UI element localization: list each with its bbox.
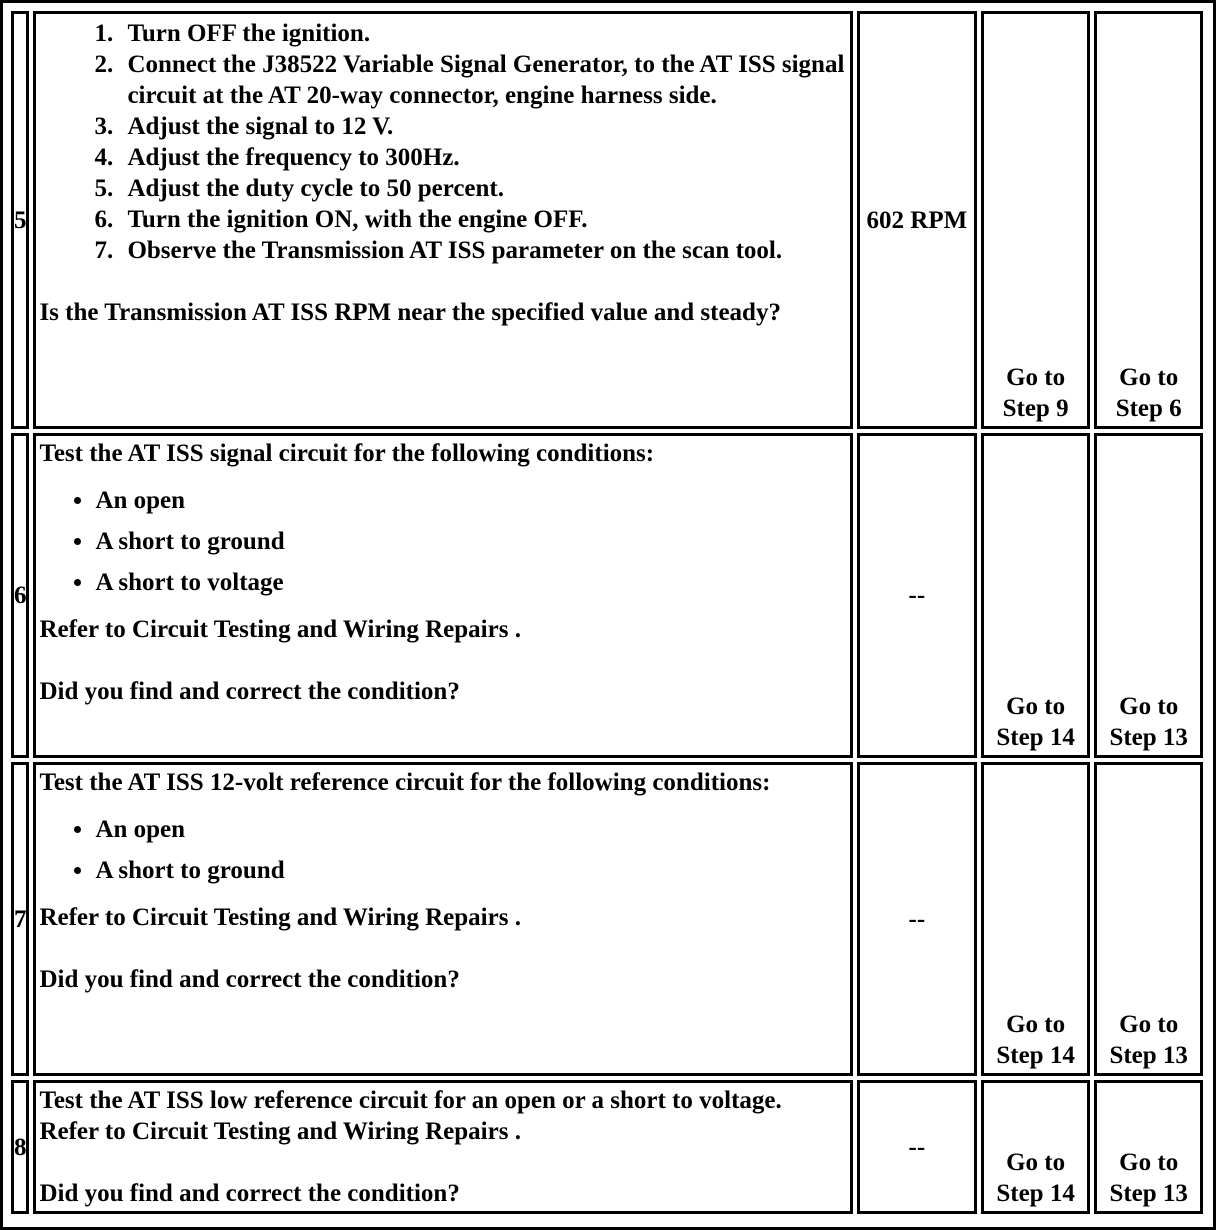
step-action xyxy=(33,762,853,1076)
step-value: -- xyxy=(857,762,977,1076)
step-intro: Test the AT ISS signal circuit for the following conditions: xyxy=(39,440,655,467)
yes-link[interactable]: Go to Step 14 xyxy=(981,1080,1091,1214)
no-link[interactable]: Go to Step 13 xyxy=(1094,1080,1203,1214)
condition-item: • A short to voltage xyxy=(95,567,847,598)
step-number: 7 xyxy=(11,762,29,1076)
step-intro: Test the AT ISS 12-volt reference circuit for the following conditions: xyxy=(39,769,771,796)
step-value: -- xyxy=(857,1080,977,1214)
no-link[interactable]: Go to Step 13 xyxy=(1094,433,1203,758)
step-number: 5 xyxy=(11,11,29,429)
step-value: -- xyxy=(857,433,977,758)
step-value: 602 RPM xyxy=(857,11,977,429)
instruction-item: 1. Turn OFF the ignition. xyxy=(119,18,847,49)
instruction-item: 6. Turn the ignition ON, with the engine OFF. xyxy=(119,204,847,235)
step-question: Did you find and correct the condition? xyxy=(39,966,460,993)
step-row-7 xyxy=(11,762,1203,1076)
step-intro: Test the AT ISS low reference circuit for an open or a short to voltage. Refer to Circuit Testing and Wiring Repairs . xyxy=(39,1087,782,1145)
instruction-item: 7. Observe the Transmission AT ISS parameter on the scan tool. xyxy=(119,235,847,266)
diagnostic-steps-table xyxy=(7,7,1207,1218)
condition-item: • A short to ground xyxy=(95,526,847,557)
condition-list xyxy=(39,814,847,886)
step-number: 6 xyxy=(11,433,29,758)
step-number: 8 xyxy=(11,1080,29,1214)
instruction-item: 3. Adjust the signal to 12 V. xyxy=(119,111,847,142)
step-action xyxy=(33,1080,853,1214)
instruction-item: 2. Connect the J38522 Variable Signal Generator, to the AT ISS signal circuit at the AT 20-way connector, engine harness side. xyxy=(119,49,847,111)
step-action xyxy=(33,433,853,758)
no-link[interactable]: Go to Step 6 xyxy=(1094,11,1203,429)
step-question: Is the Transmission AT ISS RPM near the specified value and steady? xyxy=(39,299,781,326)
step-action xyxy=(33,11,853,429)
step-row-6 xyxy=(11,433,1203,758)
condition-item: • A short to ground xyxy=(95,855,847,886)
step-row-5 xyxy=(11,11,1203,429)
instruction-item: 5. Adjust the duty cycle to 50 percent. xyxy=(119,173,847,204)
refer-text[interactable]: Refer to Circuit Testing and Wiring Repairs . xyxy=(39,904,521,931)
condition-list xyxy=(39,485,847,598)
instruction-list xyxy=(39,18,847,266)
refer-text[interactable]: Refer to Circuit Testing and Wiring Repairs . xyxy=(39,616,521,643)
step-question: Did you find and correct the condition? xyxy=(39,1180,460,1207)
step-row-8 xyxy=(11,1080,1203,1214)
yes-link[interactable]: Go to Step 14 xyxy=(981,433,1091,758)
instruction-item: 4. Adjust the frequency to 300Hz. xyxy=(119,142,847,173)
no-link[interactable]: Go to Step 13 xyxy=(1094,762,1203,1076)
yes-link[interactable]: Go to Step 9 xyxy=(981,11,1091,429)
condition-item: • An open xyxy=(95,814,847,845)
yes-link[interactable]: Go to Step 14 xyxy=(981,762,1091,1076)
step-question: Did you find and correct the condition? xyxy=(39,678,460,705)
condition-item: • An open xyxy=(95,485,847,516)
